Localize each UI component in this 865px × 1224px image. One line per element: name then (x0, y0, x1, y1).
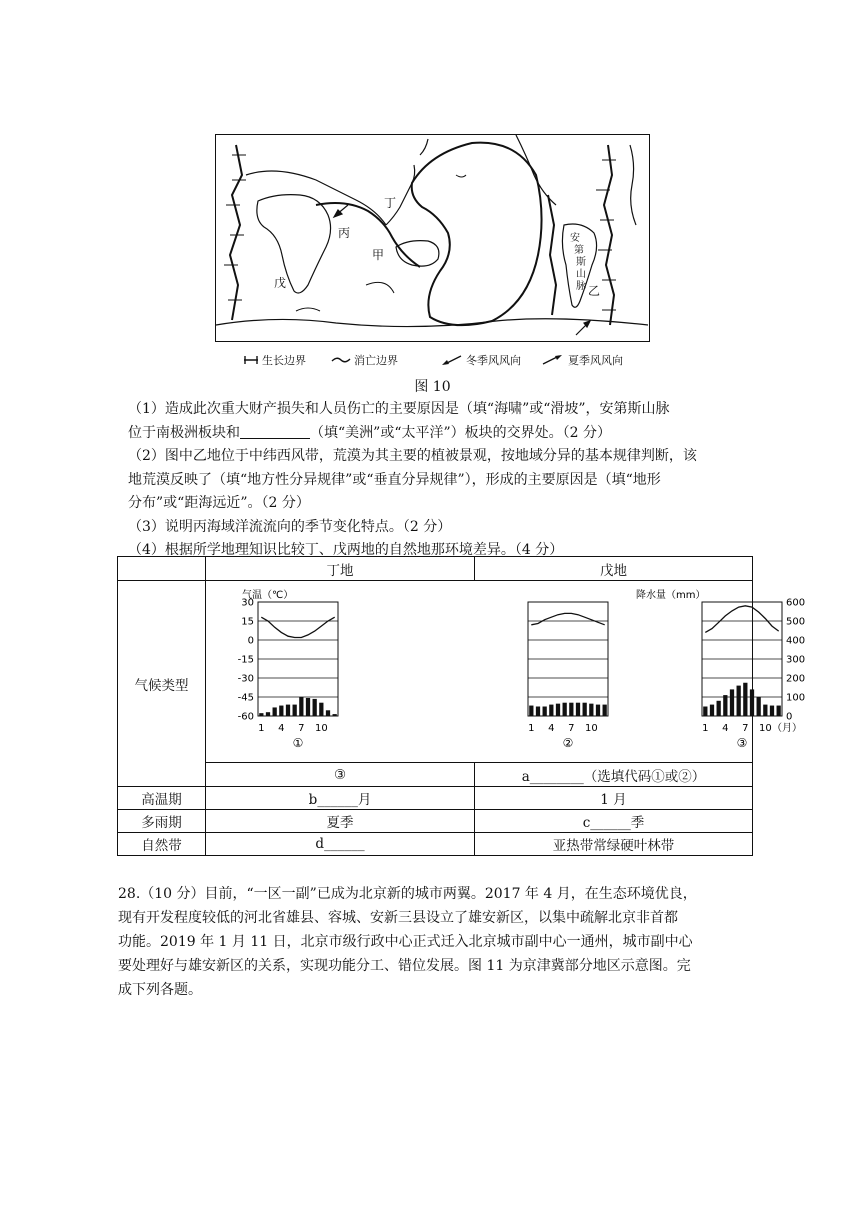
q2-line-3: 分布”或“距海远近”。（2 分） (128, 495, 310, 511)
temp-tick-label: -15 (237, 654, 254, 665)
precip-bar (536, 706, 540, 716)
plate-map-drawing (216, 135, 648, 340)
temp-axis-title: 气温（℃） (242, 589, 294, 601)
chart-id-label: ① (292, 735, 304, 750)
map-label-andes-4: 山 (576, 269, 586, 280)
map-label-yi: 乙 (588, 284, 601, 298)
month-tick-label: 10 (758, 722, 772, 734)
precip-bar (569, 702, 573, 715)
precip-bar (286, 704, 290, 715)
precip-bar (710, 704, 714, 715)
precip-bar (529, 705, 533, 715)
q4-line: （4）根据所学地理知识比较丁、戊两地的自然地那环境差异。（4 分） (128, 542, 564, 558)
row-label: 自然带 (118, 833, 206, 856)
precip-tick-label: 500 (786, 616, 806, 627)
precip-bar (717, 700, 721, 715)
legend-label: 冬季风风向 (466, 354, 521, 367)
precip-tick-label: 600 (786, 597, 806, 608)
month-tick-label: 7 (298, 722, 305, 734)
precip-bar (326, 710, 330, 716)
table-row (118, 833, 753, 856)
q1-line-1: （1）造成此次重大财产损失和人员伤亡的主要原因是（填“海啸”或“滑坡”，安第斯山脉 (128, 401, 670, 417)
precip-bar (777, 705, 781, 715)
precip-bar (703, 706, 707, 716)
map-label-jia: 甲 (372, 248, 385, 262)
q28-line: 要处理好与雄安新区的关系，实现功能分工、错位发展。图 11 为京津冀部分地区示意图。完 (118, 958, 691, 974)
legend-growth-boundary (243, 352, 306, 368)
month-tick-label: 4 (722, 722, 729, 734)
q2-line-1: （2）图中乙地位于中纬西风带，荒漠为其主要的植被景观，按地域分异的基本规律判断，该 (128, 448, 697, 464)
legend-label: 生长边界 (262, 354, 306, 367)
precip-bar (279, 705, 283, 715)
precip-tick-label: 200 (786, 673, 806, 684)
precip-bar (259, 713, 263, 716)
map-label-andes-2: 第 (574, 245, 584, 256)
precip-bar (737, 685, 741, 715)
month-tick-label: 10 (314, 722, 328, 734)
chart-id-label: ② (562, 735, 574, 750)
month-unit-label: （月） (772, 722, 802, 734)
precip-tick-label: 300 (786, 654, 806, 665)
precip-bar (763, 704, 767, 715)
precip-bar (730, 689, 734, 716)
precip-bar (750, 689, 754, 716)
precip-bar (723, 695, 727, 716)
precip-tick-label: 400 (786, 635, 806, 646)
precip-bar (266, 712, 270, 716)
col-header-wu: 戊地 (475, 557, 753, 581)
month-tick-label: 4 (278, 722, 285, 734)
map-label-wu: 戊 (274, 276, 287, 290)
precip-bar (333, 714, 337, 716)
cell-wu: 1 月 (475, 787, 753, 810)
climate-charts (206, 582, 806, 762)
cell-wu[interactable]: c______季 (475, 810, 753, 833)
temp-tick-label: -60 (237, 711, 254, 722)
map-label-andes-5: 脉 (576, 281, 586, 292)
q1-line-2: 位于南极洲板块和 （填“美洲”或“太平洋”）板块的交界处。（2 分） (128, 424, 611, 441)
q2-line-2: 地荒漠反映了（填“地方性分异规律”或“垂直分异规律”），形成的主要原因是（填“地形 (128, 471, 661, 488)
precip-bar (306, 697, 310, 715)
climate-chart-row (118, 581, 753, 763)
month-tick-label: 4 (548, 722, 555, 734)
precip-bar (596, 704, 600, 715)
table-corner (118, 557, 206, 581)
precip-bar (603, 704, 607, 715)
month-tick-label: 1 (528, 722, 535, 734)
precip-bar (293, 704, 297, 715)
precip-bar (319, 702, 323, 715)
precip-tick-label: 100 (786, 692, 806, 703)
plate-map (215, 134, 650, 342)
temp-tick-label: -45 (237, 692, 254, 703)
month-tick-label: 10 (584, 722, 598, 734)
legend-summer-monsoon (541, 352, 623, 368)
winter-monsoon-arrow-icon (439, 354, 463, 366)
temp-line (705, 605, 778, 632)
q28-line: 功能。2019 年 1 月 11 日，北京市级行政中心正式迁入北京城市副中心一通州，城市副中心 (118, 934, 693, 950)
question-block (128, 398, 748, 563)
temp-tick-label: 30 (241, 597, 254, 608)
precip-bar (757, 697, 761, 716)
precip-bar (589, 703, 593, 715)
precip-bar (556, 703, 560, 715)
table-row (118, 810, 753, 833)
month-tick-label: 7 (742, 722, 749, 734)
month-tick-label: 7 (568, 722, 575, 734)
precip-bar (543, 706, 547, 716)
comparison-table (117, 556, 806, 856)
precip-tick-label: 0 (786, 711, 793, 722)
legend-winter-monsoon (439, 352, 521, 368)
map-label-bing: 丙 (338, 226, 351, 240)
precip-bar (299, 697, 303, 716)
row-label: 多雨期 (118, 810, 206, 833)
temp-tick-label: 15 (241, 616, 254, 627)
question-28 (118, 882, 750, 1002)
cell-ding: 夏季 (206, 810, 475, 833)
map-legend (243, 352, 643, 370)
month-tick-label: 1 (258, 722, 265, 734)
cell-ding[interactable]: b______月 (206, 787, 475, 810)
legend-subduction-boundary (331, 352, 398, 368)
legend-label: 消亡边界 (354, 354, 398, 367)
map-label-andes-1: 安 (570, 233, 580, 244)
climate-answer-ding: ③ (206, 763, 475, 787)
chart-id-label: ③ (736, 735, 748, 750)
climate-charts-cell (206, 581, 806, 763)
temp-line (531, 613, 604, 624)
table-row (118, 763, 753, 787)
q28-line: 现有开发程度较低的河北省雄县、容城、安新三县设立了雄安新区，以集中疏解北京非首都 (118, 910, 678, 926)
row-label-climate: 气候类型 (118, 581, 206, 787)
temp-tick-label: 0 (247, 635, 254, 646)
answer-blank[interactable] (240, 424, 310, 439)
temp-line (261, 617, 334, 637)
month-tick-label: 1 (702, 722, 709, 734)
summer-monsoon-arrow-icon (541, 354, 565, 366)
climate-answer-wu[interactable]: a________（选填代码①或②） (475, 763, 753, 787)
precip-bar (770, 705, 774, 715)
legend-label: 夏季风风向 (568, 354, 623, 367)
map-label-ding: 丁 (384, 196, 397, 210)
cell-ding[interactable]: d______ (206, 833, 475, 856)
precip-bar (273, 707, 277, 716)
temp-tick-label: -30 (237, 673, 254, 684)
col-header-ding: 丁地 (206, 557, 475, 581)
figure-caption: 图 10 (414, 379, 451, 395)
q28-line: 成下列各题。 (118, 982, 202, 998)
map-label-andes-3: 斯 (576, 257, 586, 268)
precip-bar (563, 702, 567, 715)
precip-bar (549, 704, 553, 715)
table-header-row (118, 557, 753, 581)
precip-bar (313, 698, 317, 715)
precip-bar (576, 702, 580, 715)
growth-boundary-icon (243, 355, 259, 365)
subduction-boundary-icon (331, 355, 351, 365)
precip-bar (583, 702, 587, 715)
row-label: 高温期 (118, 787, 206, 810)
cell-wu: 亚热带常绿硬叶林带 (475, 833, 753, 856)
precip-bar (743, 682, 747, 715)
table-row (118, 787, 753, 810)
precip-axis-title: 降水量（mm） (636, 589, 706, 601)
q3-line: （3）说明丙海域洋流流向的季节变化特点。（2 分） (128, 518, 452, 535)
q28-line: 28.（10 分）目前，“一区一副”已成为北京新的城市两翼。2017 年 4 月，在生态环境优良， (118, 886, 697, 902)
